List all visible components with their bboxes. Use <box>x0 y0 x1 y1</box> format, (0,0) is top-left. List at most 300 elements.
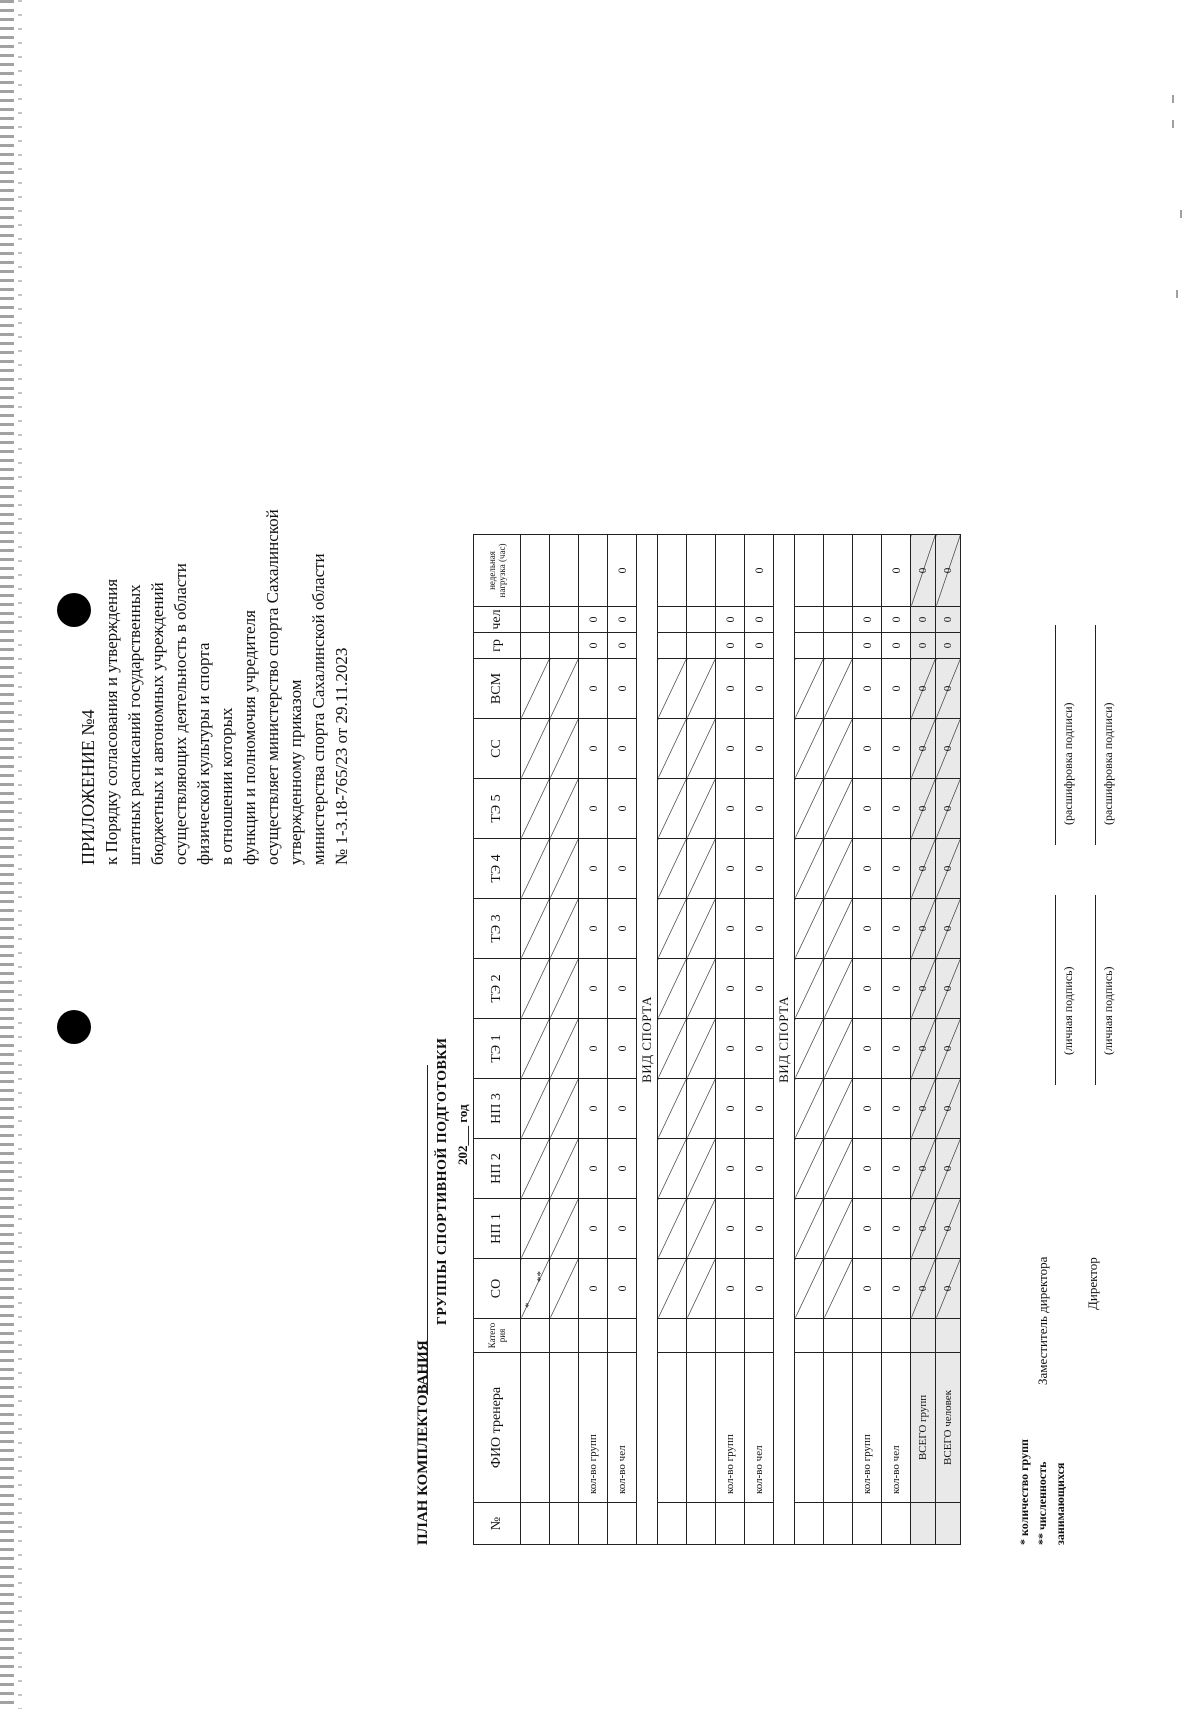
zero-value: 0 <box>936 1139 961 1199</box>
table-cell <box>795 535 824 607</box>
footnote: * количество групп <box>1017 1439 1031 1545</box>
table-cell <box>521 959 550 1019</box>
trainer-row <box>824 535 853 1545</box>
table-cell <box>795 633 824 659</box>
table-cell <box>824 1139 853 1199</box>
table-cell <box>824 1019 853 1079</box>
table-cell <box>687 779 716 839</box>
zero-value: 0 <box>936 659 961 719</box>
table-cell <box>687 1353 716 1503</box>
table-cell <box>824 535 853 607</box>
zero-value: 0 <box>716 959 745 1019</box>
table-cell <box>716 535 745 607</box>
zero-value: 0 <box>579 899 608 959</box>
zero-value: 0 <box>882 1259 911 1319</box>
table-cell <box>824 1353 853 1503</box>
zero-value: 0 <box>853 659 882 719</box>
table-cell <box>658 535 687 607</box>
sport-row <box>774 535 795 1545</box>
weekly-load-value: 0 <box>936 535 961 607</box>
trainer-row <box>687 535 716 1545</box>
trainer-row <box>795 535 824 1545</box>
table-cell <box>687 1199 716 1259</box>
table-cell <box>658 1019 687 1079</box>
zero-value: 0 <box>745 1259 774 1319</box>
scan-speck <box>1172 95 1174 103</box>
zero-value: 0 <box>579 1139 608 1199</box>
zero-value: 0 <box>853 1019 882 1079</box>
zero-value: 0 <box>745 779 774 839</box>
table-cell <box>658 1199 687 1259</box>
zero-value: 0 <box>716 1079 745 1139</box>
zero-value: 0 <box>608 959 637 1019</box>
table-cell <box>521 839 550 899</box>
table-cell <box>550 1353 579 1503</box>
zero-value: 0 <box>882 779 911 839</box>
trainer-row <box>550 535 579 1545</box>
zero-value: 0 <box>936 719 961 779</box>
zero-value: 0 <box>579 1079 608 1139</box>
weekly-load-value: 0 <box>608 535 637 607</box>
table-cell <box>853 1503 882 1545</box>
table-cell <box>824 1319 853 1353</box>
group-count-row <box>853 535 882 1545</box>
table-cell <box>853 535 882 607</box>
table-cell <box>795 959 824 1019</box>
table-cell <box>687 1503 716 1545</box>
zero-value: 0 <box>608 839 637 899</box>
zero-value: 0 <box>936 959 961 1019</box>
people-count-row <box>608 535 637 1545</box>
total-groups-label: ВСЕГО групп <box>911 1353 936 1503</box>
zero-value: 0 <box>882 633 911 659</box>
table-cell <box>608 1503 637 1545</box>
people-count-label: кол-во чел <box>745 1353 774 1503</box>
table-cell <box>521 633 550 659</box>
table-cell <box>824 839 853 899</box>
zero-value: 0 <box>882 1079 911 1139</box>
table-cell <box>550 659 579 719</box>
table-cell <box>824 779 853 839</box>
appendix-line: бюджетных и автономных учреждений <box>148 582 167 865</box>
footnote: ** численность <box>1035 1461 1049 1545</box>
zero-value: 0 <box>608 1199 637 1259</box>
appendix-line: осуществляет министерство спорта Сахалинской <box>263 509 282 865</box>
zero-value: 0 <box>936 779 961 839</box>
zero-value: 0 <box>936 633 961 659</box>
table-cell <box>795 1353 824 1503</box>
director-decoding-caption: (расшифровка подписи) <box>1101 702 1115 825</box>
table-cell <box>658 1139 687 1199</box>
zero-value: 0 <box>853 899 882 959</box>
zero-value: 0 <box>853 839 882 899</box>
table-cell <box>687 535 716 607</box>
column-header: СС <box>474 719 521 779</box>
table-cell <box>795 1259 824 1319</box>
table-cell <box>936 1319 961 1353</box>
table-cell <box>608 1319 637 1353</box>
zero-value: 0 <box>936 1019 961 1079</box>
sport-label: ВИД СПОРТА <box>774 535 795 1545</box>
footnotes <box>1015 1439 1069 1545</box>
zero-value: 0 <box>716 1019 745 1079</box>
table-cell <box>745 1319 774 1353</box>
table-cell <box>521 1503 550 1545</box>
table-cell <box>521 535 550 607</box>
table-cell <box>687 659 716 719</box>
zero-value: 0 <box>745 1199 774 1259</box>
director-signature-caption: (личная подпись) <box>1101 966 1115 1055</box>
weekly-load-value: 0 <box>911 535 936 607</box>
zero-value: 0 <box>882 607 911 633</box>
punch-hole <box>57 1010 91 1044</box>
zero-value: 0 <box>911 607 936 633</box>
group-count-label: кол-во групп <box>853 1353 882 1503</box>
table-cell <box>550 839 579 899</box>
zero-value: 0 <box>911 1199 936 1259</box>
table-cell <box>550 1199 579 1259</box>
zero-value: 0 <box>579 719 608 779</box>
table-cell <box>550 899 579 959</box>
table-cell <box>579 1503 608 1545</box>
table-cell <box>882 1503 911 1545</box>
zero-value: 0 <box>911 1019 936 1079</box>
table-cell <box>521 607 550 633</box>
zero-value: 0 <box>716 899 745 959</box>
table-cell <box>795 839 824 899</box>
table-cell <box>687 633 716 659</box>
table-cell <box>521 1079 550 1139</box>
zero-value: 0 <box>579 959 608 1019</box>
table-cell <box>658 959 687 1019</box>
year-label: 202___ год <box>455 1104 470 1165</box>
zero-value: 0 <box>579 1259 608 1319</box>
zero-value: 0 <box>745 1139 774 1199</box>
staffing-plan-table <box>473 534 961 1545</box>
table-cell <box>658 633 687 659</box>
zero-value: 0 <box>716 1139 745 1199</box>
zero-value: 0 <box>936 1199 961 1259</box>
appendix-line: штатных расписаний государственных <box>125 584 144 865</box>
zero-value: 0 <box>853 779 882 839</box>
total-people-row <box>936 535 961 1545</box>
zero-value: 0 <box>936 1079 961 1139</box>
zero-value: 0 <box>745 839 774 899</box>
group-count-row <box>716 535 745 1545</box>
table-cell <box>658 1353 687 1503</box>
appendix-title: ПРИЛОЖЕНИЕ №4 <box>78 709 98 865</box>
zero-value: 0 <box>716 1199 745 1259</box>
appendix-line: в отношении которых <box>217 707 236 865</box>
people-count-row <box>745 535 774 1545</box>
table-cell <box>658 1503 687 1545</box>
sport-row <box>637 535 658 1545</box>
zero-value: 0 <box>608 633 637 659</box>
people-star: ** <box>535 1271 547 1282</box>
zero-value: 0 <box>608 607 637 633</box>
zero-value: 0 <box>853 959 882 1019</box>
zero-value: 0 <box>853 1199 882 1259</box>
zero-value: 0 <box>745 607 774 633</box>
zero-value: 0 <box>716 1259 745 1319</box>
table-cell <box>579 1319 608 1353</box>
table-cell <box>658 899 687 959</box>
zero-value: 0 <box>882 719 911 779</box>
table-cell <box>824 1199 853 1259</box>
director-label: Директор <box>1085 1257 1100 1310</box>
appendix-line: министерства спорта Сахалинской области <box>309 553 328 865</box>
zero-value: 0 <box>716 607 745 633</box>
zero-value: 0 <box>882 1199 911 1259</box>
table-cell <box>824 659 853 719</box>
table-cell <box>687 1019 716 1079</box>
table-cell <box>795 1503 824 1545</box>
table-cell <box>687 899 716 959</box>
groups-title: ГРУППЫ СПОРТИВНОЙ ПОДГОТОВКИ <box>435 1037 450 1325</box>
table-cell <box>824 1503 853 1545</box>
plan-title-underline <box>427 1065 428 1395</box>
deputy-director-label: Заместитель директора <box>1035 1256 1050 1385</box>
appendix-line: функции и полномочия учредителя <box>240 610 259 865</box>
table-cell <box>824 959 853 1019</box>
table-cell <box>795 1319 824 1353</box>
column-header: № <box>474 1503 521 1545</box>
column-header: НП 2 <box>474 1139 521 1199</box>
zero-value: 0 <box>936 899 961 959</box>
scan-edge <box>0 0 14 1709</box>
zero-value: 0 <box>882 659 911 719</box>
zero-value: 0 <box>911 899 936 959</box>
table-header-row <box>474 535 521 1545</box>
column-header: ФИО тренера <box>474 1353 521 1503</box>
table-cell <box>795 1199 824 1259</box>
table-cell <box>716 1503 745 1545</box>
table-cell <box>658 1259 687 1319</box>
zero-value: 0 <box>911 1079 936 1139</box>
zero-value: 0 <box>745 899 774 959</box>
column-header: ТЭ 3 <box>474 899 521 959</box>
zero-value: 0 <box>608 719 637 779</box>
table-cell <box>550 1019 579 1079</box>
table-cell <box>658 779 687 839</box>
table-cell <box>795 1139 824 1199</box>
table-cell <box>687 839 716 899</box>
table-cell <box>521 1199 550 1259</box>
column-header: ТЭ 4 <box>474 839 521 899</box>
table-cell <box>550 959 579 1019</box>
zero-value: 0 <box>936 839 961 899</box>
total-people-label: ВСЕГО человек <box>936 1353 961 1503</box>
deputy-decoding-line <box>1055 625 1056 845</box>
table-cell <box>550 1503 579 1545</box>
zero-value: 0 <box>579 779 608 839</box>
zero-value: 0 <box>579 839 608 899</box>
total-groups-row <box>911 535 936 1545</box>
table-cell <box>824 1259 853 1319</box>
column-header: ТЭ 5 <box>474 779 521 839</box>
table-cell <box>716 1319 745 1353</box>
zero-value: 0 <box>745 633 774 659</box>
zero-value: 0 <box>911 719 936 779</box>
table-cell <box>795 899 824 959</box>
zero-value: 0 <box>911 633 936 659</box>
table-cell <box>911 1319 936 1353</box>
zero-value: 0 <box>911 659 936 719</box>
scan-edge <box>18 0 22 1709</box>
column-header: ТЭ 2 <box>474 959 521 1019</box>
people-count-label: кол-во чел <box>608 1353 637 1503</box>
table-cell <box>745 1503 774 1545</box>
table-cell <box>658 1079 687 1139</box>
table-cell <box>911 1503 936 1545</box>
group-count-row <box>579 535 608 1545</box>
table-cell <box>658 719 687 779</box>
table-cell <box>824 719 853 779</box>
zero-value: 0 <box>911 1139 936 1199</box>
table-cell <box>521 659 550 719</box>
appendix-line: физической культуры и спорта <box>194 642 213 865</box>
trainer-row <box>521 535 550 1545</box>
director-decoding-line <box>1095 625 1096 845</box>
zero-value: 0 <box>882 959 911 1019</box>
column-header: ВСМ <box>474 659 521 719</box>
category-hint-cell <box>521 1259 550 1319</box>
zero-value: 0 <box>608 659 637 719</box>
zero-value: 0 <box>882 839 911 899</box>
column-header: НП 3 <box>474 1079 521 1139</box>
table-cell <box>658 607 687 633</box>
zero-value: 0 <box>745 719 774 779</box>
zero-value: 0 <box>853 607 882 633</box>
table-cell <box>795 779 824 839</box>
table-cell <box>824 1079 853 1139</box>
people-count-label: кол-во чел <box>882 1353 911 1503</box>
trainer-row <box>658 535 687 1545</box>
zero-value: 0 <box>579 607 608 633</box>
zero-value: 0 <box>853 1079 882 1139</box>
zero-value: 0 <box>716 633 745 659</box>
zero-value: 0 <box>882 1139 911 1199</box>
zero-value: 0 <box>716 719 745 779</box>
zero-value: 0 <box>745 659 774 719</box>
zero-value: 0 <box>911 1259 936 1319</box>
appendix-line: утвержденному приказом <box>286 679 305 865</box>
deputy-signature-line <box>1055 895 1056 1085</box>
zero-value: 0 <box>579 659 608 719</box>
table-cell <box>550 607 579 633</box>
zero-value: 0 <box>853 719 882 779</box>
deputy-decoding-caption: (расшифровка подписи) <box>1061 702 1075 825</box>
table-cell <box>521 899 550 959</box>
table-cell <box>824 899 853 959</box>
table-cell <box>824 607 853 633</box>
table-cell <box>882 1319 911 1353</box>
zero-value: 0 <box>936 607 961 633</box>
table-cell <box>550 1139 579 1199</box>
scan-speck <box>1176 290 1178 298</box>
weekly-load-value: 0 <box>882 535 911 607</box>
table-cell <box>521 1019 550 1079</box>
zero-value: 0 <box>608 899 637 959</box>
table-cell <box>550 633 579 659</box>
zero-value: 0 <box>608 1139 637 1199</box>
column-header: недельная нагрузка (час) <box>474 535 521 607</box>
table-cell <box>936 1503 961 1545</box>
scan-speck <box>1172 120 1174 128</box>
appendix-line: № 1-3.18-765/23 от 29.11.2023 <box>332 647 351 865</box>
group-count-label: кол-во групп <box>716 1353 745 1503</box>
table-cell <box>687 719 716 779</box>
table-cell <box>853 1319 882 1353</box>
zero-value: 0 <box>716 839 745 899</box>
zero-value: 0 <box>853 633 882 659</box>
table-cell <box>795 719 824 779</box>
appendix-line: к Порядку согласования и утверждения <box>102 578 121 865</box>
zero-value: 0 <box>911 839 936 899</box>
table-cell <box>795 1079 824 1139</box>
table-cell <box>521 779 550 839</box>
zero-value: 0 <box>579 1199 608 1259</box>
plan-title: ПЛАН КОМПЛЕКТОВАНИЯ <box>415 1340 431 1545</box>
zero-value: 0 <box>882 1019 911 1079</box>
column-header: Катего рия <box>474 1319 521 1353</box>
table-cell <box>550 1079 579 1139</box>
table-cell <box>687 1319 716 1353</box>
zero-value: 0 <box>579 633 608 659</box>
scan-speck <box>1180 210 1182 218</box>
table-cell <box>550 1259 579 1319</box>
table-cell <box>658 659 687 719</box>
table-cell <box>521 1139 550 1199</box>
column-header: НП 1 <box>474 1199 521 1259</box>
zero-value: 0 <box>911 779 936 839</box>
table-cell <box>521 1353 550 1503</box>
table-cell <box>658 839 687 899</box>
table-cell <box>687 1079 716 1139</box>
table-cell <box>795 607 824 633</box>
table-cell <box>550 1319 579 1353</box>
table-cell <box>687 1139 716 1199</box>
zero-value: 0 <box>579 1019 608 1079</box>
zero-value: 0 <box>853 1139 882 1199</box>
zero-value: 0 <box>716 659 745 719</box>
weekly-load-value: 0 <box>745 535 774 607</box>
table-cell <box>579 535 608 607</box>
footnote: занимающихся <box>1053 1462 1067 1545</box>
zero-value: 0 <box>608 1079 637 1139</box>
zero-value: 0 <box>911 959 936 1019</box>
table-cell <box>658 1319 687 1353</box>
sport-label: ВИД СПОРТА <box>637 535 658 1545</box>
table-cell <box>687 959 716 1019</box>
zero-value: 0 <box>745 959 774 1019</box>
table-cell <box>521 719 550 779</box>
table-cell <box>687 1259 716 1319</box>
group-count-label: кол-во групп <box>579 1353 608 1503</box>
table-cell <box>824 633 853 659</box>
table-cell <box>795 659 824 719</box>
zero-value: 0 <box>745 1019 774 1079</box>
table-cell <box>687 607 716 633</box>
table-cell <box>550 719 579 779</box>
column-header: чел <box>474 607 521 633</box>
people-count-row <box>882 535 911 1545</box>
director-signature-line <box>1095 895 1096 1085</box>
zero-value: 0 <box>716 779 745 839</box>
rotated-page <box>78 285 1115 1545</box>
table-cell <box>550 779 579 839</box>
zero-value: 0 <box>882 899 911 959</box>
